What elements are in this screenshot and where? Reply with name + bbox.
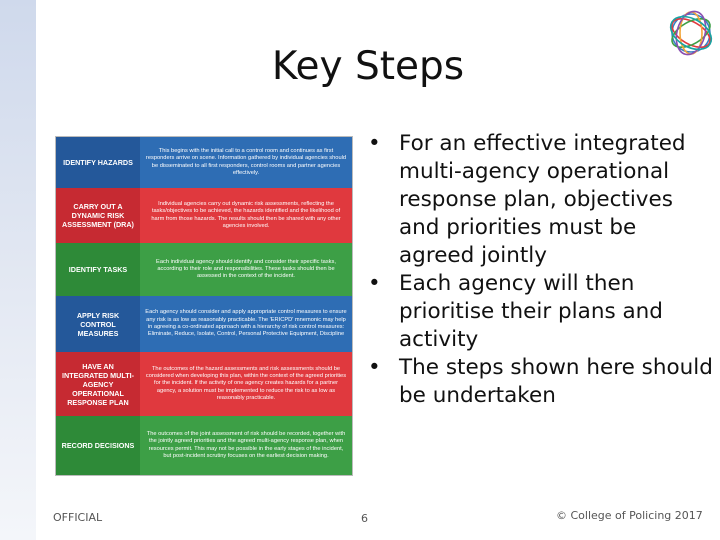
bullet-item (364, 130, 714, 270)
step-description: Each agency should consider and apply appropriate control measures to ensure any risk is as low as reasonably practicable. The 'ERICPD' mnemonic may help in agreeing a co-ordinated approach with a hierarchy of risk control measures: Eliminate, Reduce, Isolate, Control, Personal Protective Equipment, Discipline (145, 309, 347, 338)
step-identify-hazards (56, 137, 352, 188)
step-description: This begins with the initial call to a control room and continues as first responders arrive on scene. Information gathered by individual agencies should be disseminated to all first responders, control rooms and partner agencies effectively. (145, 147, 347, 176)
step-description: Individual agencies carry out dynamic risk assessments, reflecting the tasks/objectives to be achieved, the hazards identified and the likelihood of harm from those hazards. The results should then be shared with any other agencies involved. (151, 200, 341, 229)
bullet-marker: • (368, 271, 381, 296)
classification-label: OFFICIAL (53, 511, 103, 524)
step-name: APPLY RISK CONTROL MEASURES (56, 296, 140, 352)
copyright-notice: © College of Policing 2017 (556, 509, 703, 522)
bullet-text: For an effective integrated multi-agency operational response plan, objectives and priorities must be agreed jointly (399, 131, 686, 268)
step-name: RECORD DECISIONS (56, 416, 140, 475)
step-description: The outcomes of the hazard assessments and risk assessments should be considered when developing this plan, within the context of the agreed priorities for the incident. If the activity of one agency creates hazards for a partner agency, a solution must be implemented to reduce the risk to as low as reasonably practicable. (145, 365, 347, 401)
step-description: The outcomes of the joint assessment of risk should be recorded, together with the jointly agreed priorities and the agreed multi-agency response plan, when resources permit. This may not be possible in the early stages of the incident, but post-incident scrutiny focuses on the earliest decision making. (146, 430, 346, 459)
key-steps-infographic (55, 136, 353, 476)
step-name: IDENTIFY HAZARDS (56, 137, 140, 188)
step-integrated-response-plan (56, 352, 352, 416)
step-description: Each individual agency should identify and consider their specific tasks, according to their role and responsibilities. These tasks should then be assessed in the context of the incident. (156, 258, 336, 280)
step-name: HAVE AN INTEGRATED MULTI-AGENCY OPERATIONAL RESPONSE PLAN (56, 352, 140, 416)
slide-title: Key Steps (271, 44, 465, 89)
step-identify-tasks (56, 243, 352, 296)
bullet-text: Each agency will then prioritise their plans and activity (399, 271, 663, 352)
bullet-item (364, 354, 714, 410)
bullet-marker: • (368, 131, 381, 156)
step-name: IDENTIFY TASKS (56, 243, 140, 296)
bullet-text: The steps shown here should be undertaken (399, 355, 713, 408)
bullet-marker: • (368, 355, 381, 380)
page-number: 6 (361, 512, 368, 525)
bullet-item (364, 270, 714, 354)
step-dynamic-risk-assessment (56, 188, 352, 243)
step-risk-control-measures (56, 296, 352, 352)
bullet-list (364, 130, 714, 410)
step-name: CARRY OUT A DYNAMIC RISK ASSESSMENT (DRA) (56, 188, 140, 243)
step-record-decisions (56, 416, 352, 475)
